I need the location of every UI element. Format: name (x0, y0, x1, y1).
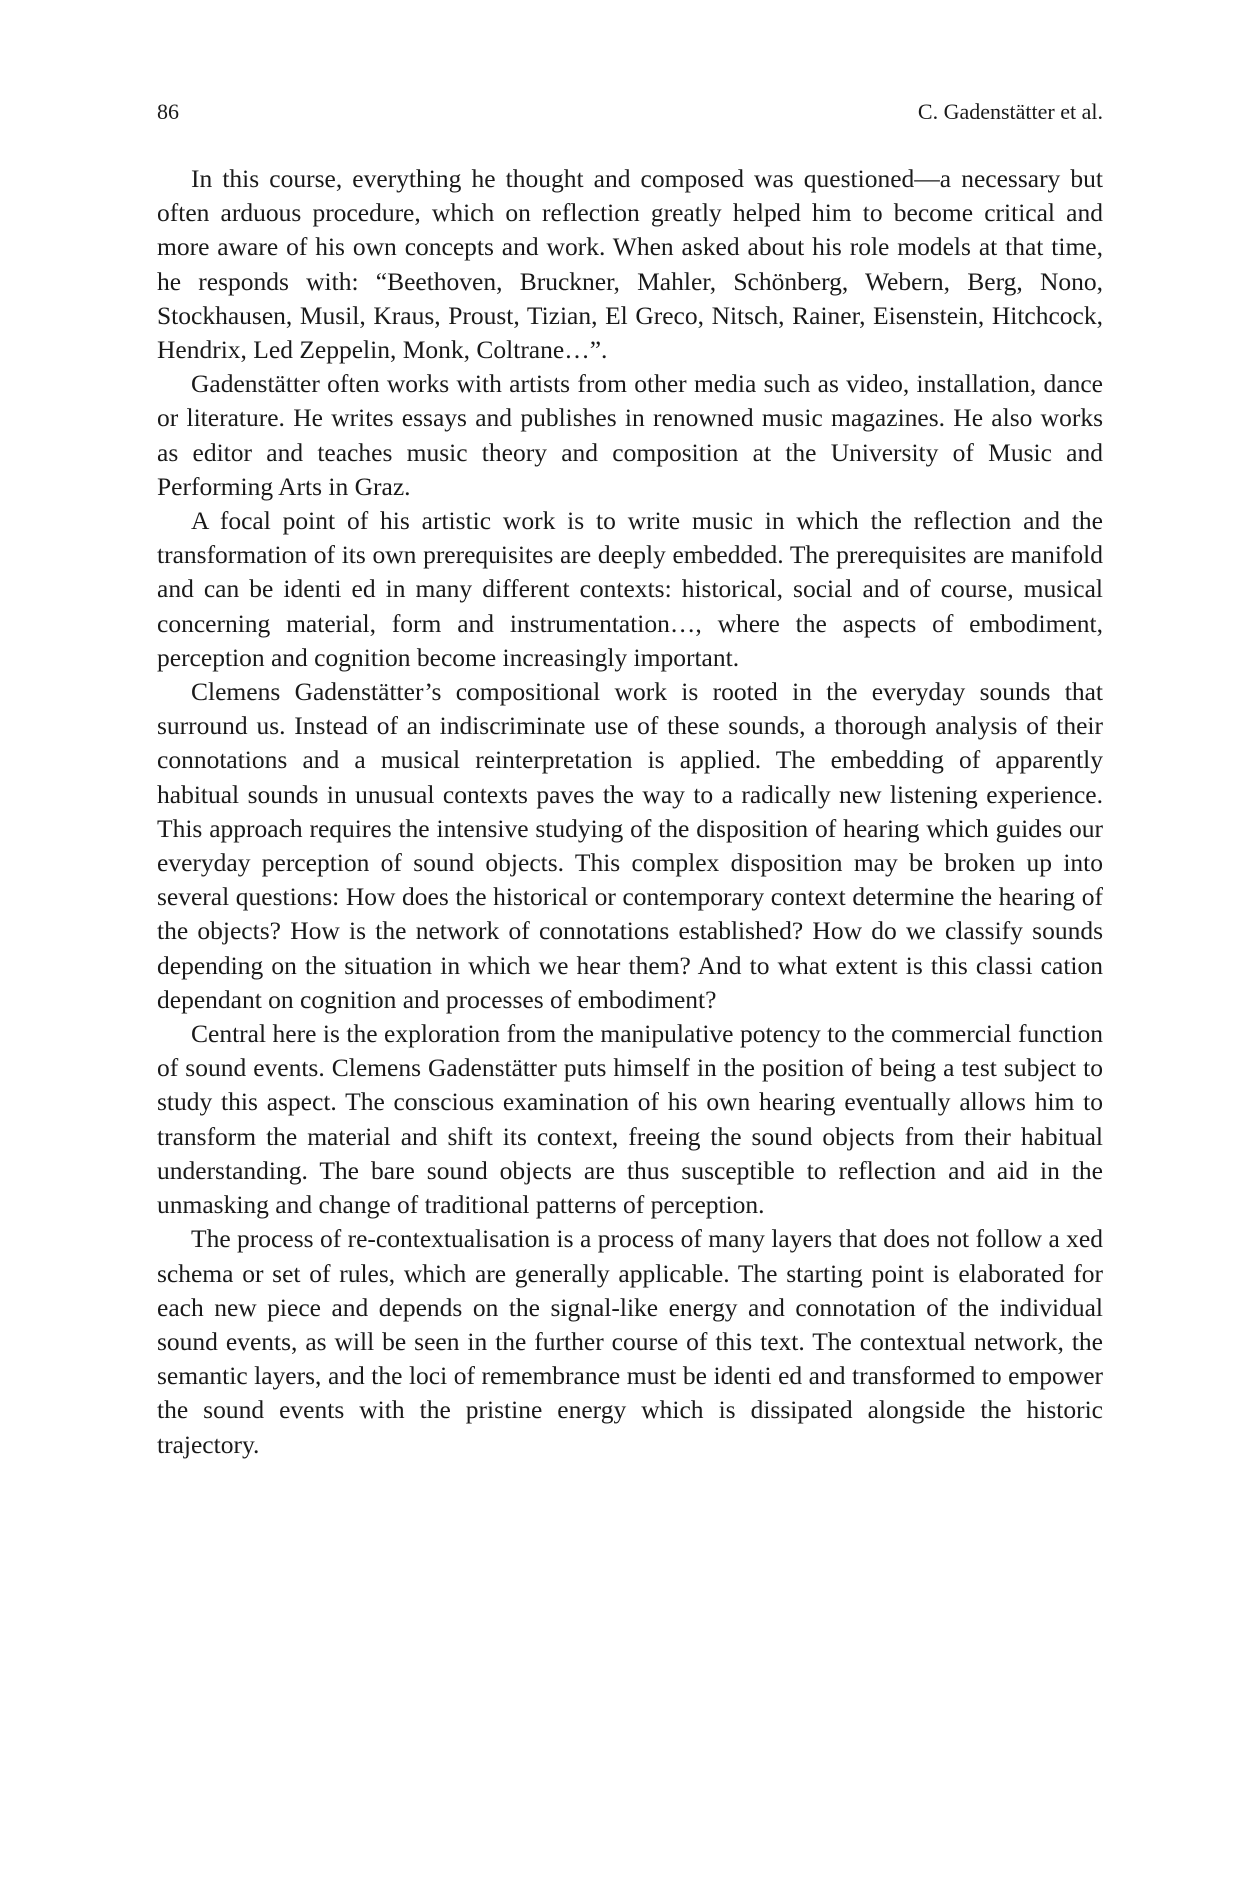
running-head (157, 96, 1103, 128)
running-author: C. Gadenstätter et al. (917, 99, 1103, 124)
paragraph-everyday-sounds: Clemens Gadenstätter’s compositional work is rooted in the everyday sounds that surround us. Instead of an indiscriminate use of these sounds, a thorough analysis of their connotations and a musical reinterpretation is applied. The embedding of apparently habitual sounds in unusual contexts paves the way to a radically new listening experience. This approach requires the intensive studying of the disposition of hearing which guides our everyday perception of sound objects. This complex disposition may be broken up into several questions: How does the historical or contemporary context determine the hearing of the objects? How is the network of connotations established? How do we classify sounds depending on the situation in which we hear them? And to what extent is this classi cation dependant on cognition and processes of embodiment? (157, 677, 1103, 1014)
paragraph-manipulative-potency: Central here is the exploration from the manipulative potency to the commercial function of sound events. Clemens Gadenstätter puts himself in the position of being a test subject to study this aspect. The conscious examination of his own hearing eventually allows him to transform the material and shift its context, freeing the sound objects from their habitual understanding. The bare sound objects are thus susceptible to reflection and aid in the unmasking and change of traditional patterns of perception. (157, 1019, 1103, 1220)
body-text (157, 162, 1103, 1462)
paragraph-focal-point: A focal point of his artistic work is to write music in which the reflection and the transformation of its own prerequisites are deeply embedded. The prerequisites are manifold and can be identi ed in many different contexts: historical, social and of course, musical concerning material, form and instrumentation…, where the aspects of embodiment, perception and cognition become increasingly important. (157, 506, 1103, 672)
page-number: 86 (157, 99, 179, 124)
paragraph-collaborations: Gadenstätter often works with artists from other media such as video, installation, dance or literature. He writes essays and publishes in renowned music magazines. He also works as editor and teaches music theory and composition at the University of Music and Performing Arts in Graz. (157, 369, 1103, 501)
paragraph-recontextualisation: The process of re-contextualisation is a process of many layers that does not follow a xed schema or set of rules, which are generally applicable. The starting point is elaborated for each new piece and depends on the signal-like energy and connotation of the individual sound events, as will be seen in the further course of this text. The contextual network, the semantic layers, and the loci of remembrance must be identi ed and transformed to empower the sound events with the pristine energy which is dissipated alongside the historic trajectory. (157, 1224, 1103, 1459)
paragraph-role-models: In this course, everything he thought and composed was questioned—a necessary but often arduous procedure, which on reflection greatly helped him to become critical and more aware of his own concepts and work. When asked about his role models at that time, he responds with: “Beethoven, Bruckner, Mahler, Schönberg, Webern, Berg, Nono, Stockhausen, Musil, Kraus, Proust, Tizian, El Greco, Nitsch, Rainer, Eisenstein, Hitchcock, Hendrix, Led Zeppelin, Monk, Coltrane…”. (157, 164, 1103, 365)
